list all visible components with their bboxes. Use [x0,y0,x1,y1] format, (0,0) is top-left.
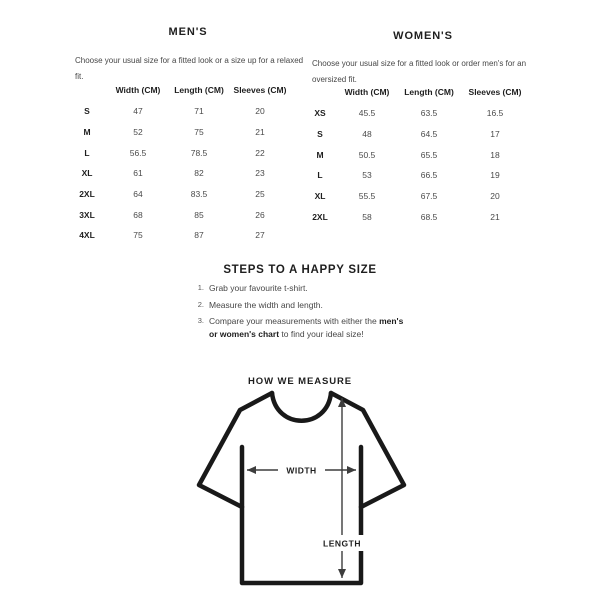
width-value: 50.5 [358,149,376,160]
width-value: 58 [362,211,372,222]
sleeves-value: 17 [490,129,500,140]
sleeves-value: 23 [255,168,265,179]
length-arrow-bottom-head [338,569,346,578]
table-column-header: Length (CM) [174,84,224,95]
width-value: 45.5 [358,108,376,119]
measure-section-title: HOW WE MEASURE [248,375,352,387]
sleeves-value: 25 [255,189,265,200]
sleeves-value: 21 [255,127,265,138]
sleeves-value: 20 [490,191,500,202]
sleeves-value: 22 [255,147,265,158]
width-value: 68 [133,209,143,220]
step-item [195,299,410,312]
size-column-header [310,80,330,103]
size-label: 3XL [79,209,95,220]
width-value: 64 [133,189,143,200]
step-item [195,315,410,340]
size-label: XL [81,168,93,179]
step-text: Grab your favourite t-shirt. [209,283,308,293]
sleeves-value: 27 [255,230,265,241]
sleeves-value: 19 [490,170,500,181]
length-value: 63.5 [420,108,438,119]
width-value: 75 [133,230,143,241]
table-column-header: Sleeves (CM) [233,84,287,95]
table-column-header: Width (CM) [344,86,390,97]
steps-section-title: STEPS TO A HAPPY SIZE [223,263,377,276]
tshirt-measure-diagram [185,380,420,595]
table-column-header: Width (CM) [115,84,161,95]
width-value: 55.5 [358,191,376,202]
size-label: S [317,129,323,140]
length-value: 87 [194,230,204,241]
width-arrow-right-head [347,466,356,474]
tshirt-left-sleeve-outline [199,393,272,507]
length-value: 85 [194,209,204,220]
width-value: 56.5 [129,147,147,158]
width-value: 48 [362,129,372,140]
size-label: L [317,170,323,181]
table-column-header: Sleeves (CM) [468,86,522,97]
length-value: 83.5 [190,189,208,200]
length-value: 64.5 [420,129,438,140]
step-number: 3. [197,316,204,325]
sleeves-value: 26 [255,209,265,220]
width-value: 52 [133,127,143,138]
step-number: 1. [197,283,204,292]
length-value: 66.5 [420,170,438,181]
mens-description: Choose your usual size for a fitted look or a size up for a relaxed fit. [75,56,304,81]
length-value: 71 [194,106,204,117]
size-label: 2XL [312,211,328,222]
mens-size-table [75,78,299,246]
step-text: Compare your measurements with either the men's or women's chart to find your ideal size! [209,316,404,339]
size-label: XL [314,191,326,202]
mens-section-title: MEN'S [168,26,208,39]
length-value: 67.5 [420,191,438,202]
step-text: Measure the width and length. [209,299,323,310]
length-value: 82 [194,168,204,179]
length-value: 65.5 [420,149,438,160]
size-label: 2XL [79,189,95,200]
size-label: L [84,147,90,158]
length-value: 78.5 [190,147,208,158]
size-label: XS [314,108,326,119]
size-label: M [316,149,324,160]
step-item [195,282,410,295]
length-value: 75 [194,127,204,138]
size-label: S [84,106,90,117]
step-number: 2. [197,299,204,309]
tshirt-collar-outline [272,393,331,421]
table-column-header: Length (CM) [404,86,454,97]
width-value: 53 [362,170,372,181]
womens-section-title: WOMEN'S [393,30,453,43]
width-arrow-left-head [247,466,256,474]
length-value: 68.5 [420,211,438,222]
width-label: WIDTH [286,465,317,476]
sleeves-value: 16.5 [486,108,504,119]
width-value: 61 [133,168,143,179]
sleeves-value: 18 [490,149,500,160]
sleeves-value: 20 [255,106,265,117]
womens-description: Choose your usual size for a fitted look or order men's for an oversized fit. [312,59,527,84]
width-value: 47 [133,106,143,117]
size-column-header [75,78,99,101]
sleeves-value: 21 [490,211,500,222]
womens-size-table [310,80,536,227]
size-label: M [83,127,91,138]
length-label: LENGTH [323,538,361,549]
size-label: 4XL [79,230,95,241]
steps-list [195,282,410,344]
